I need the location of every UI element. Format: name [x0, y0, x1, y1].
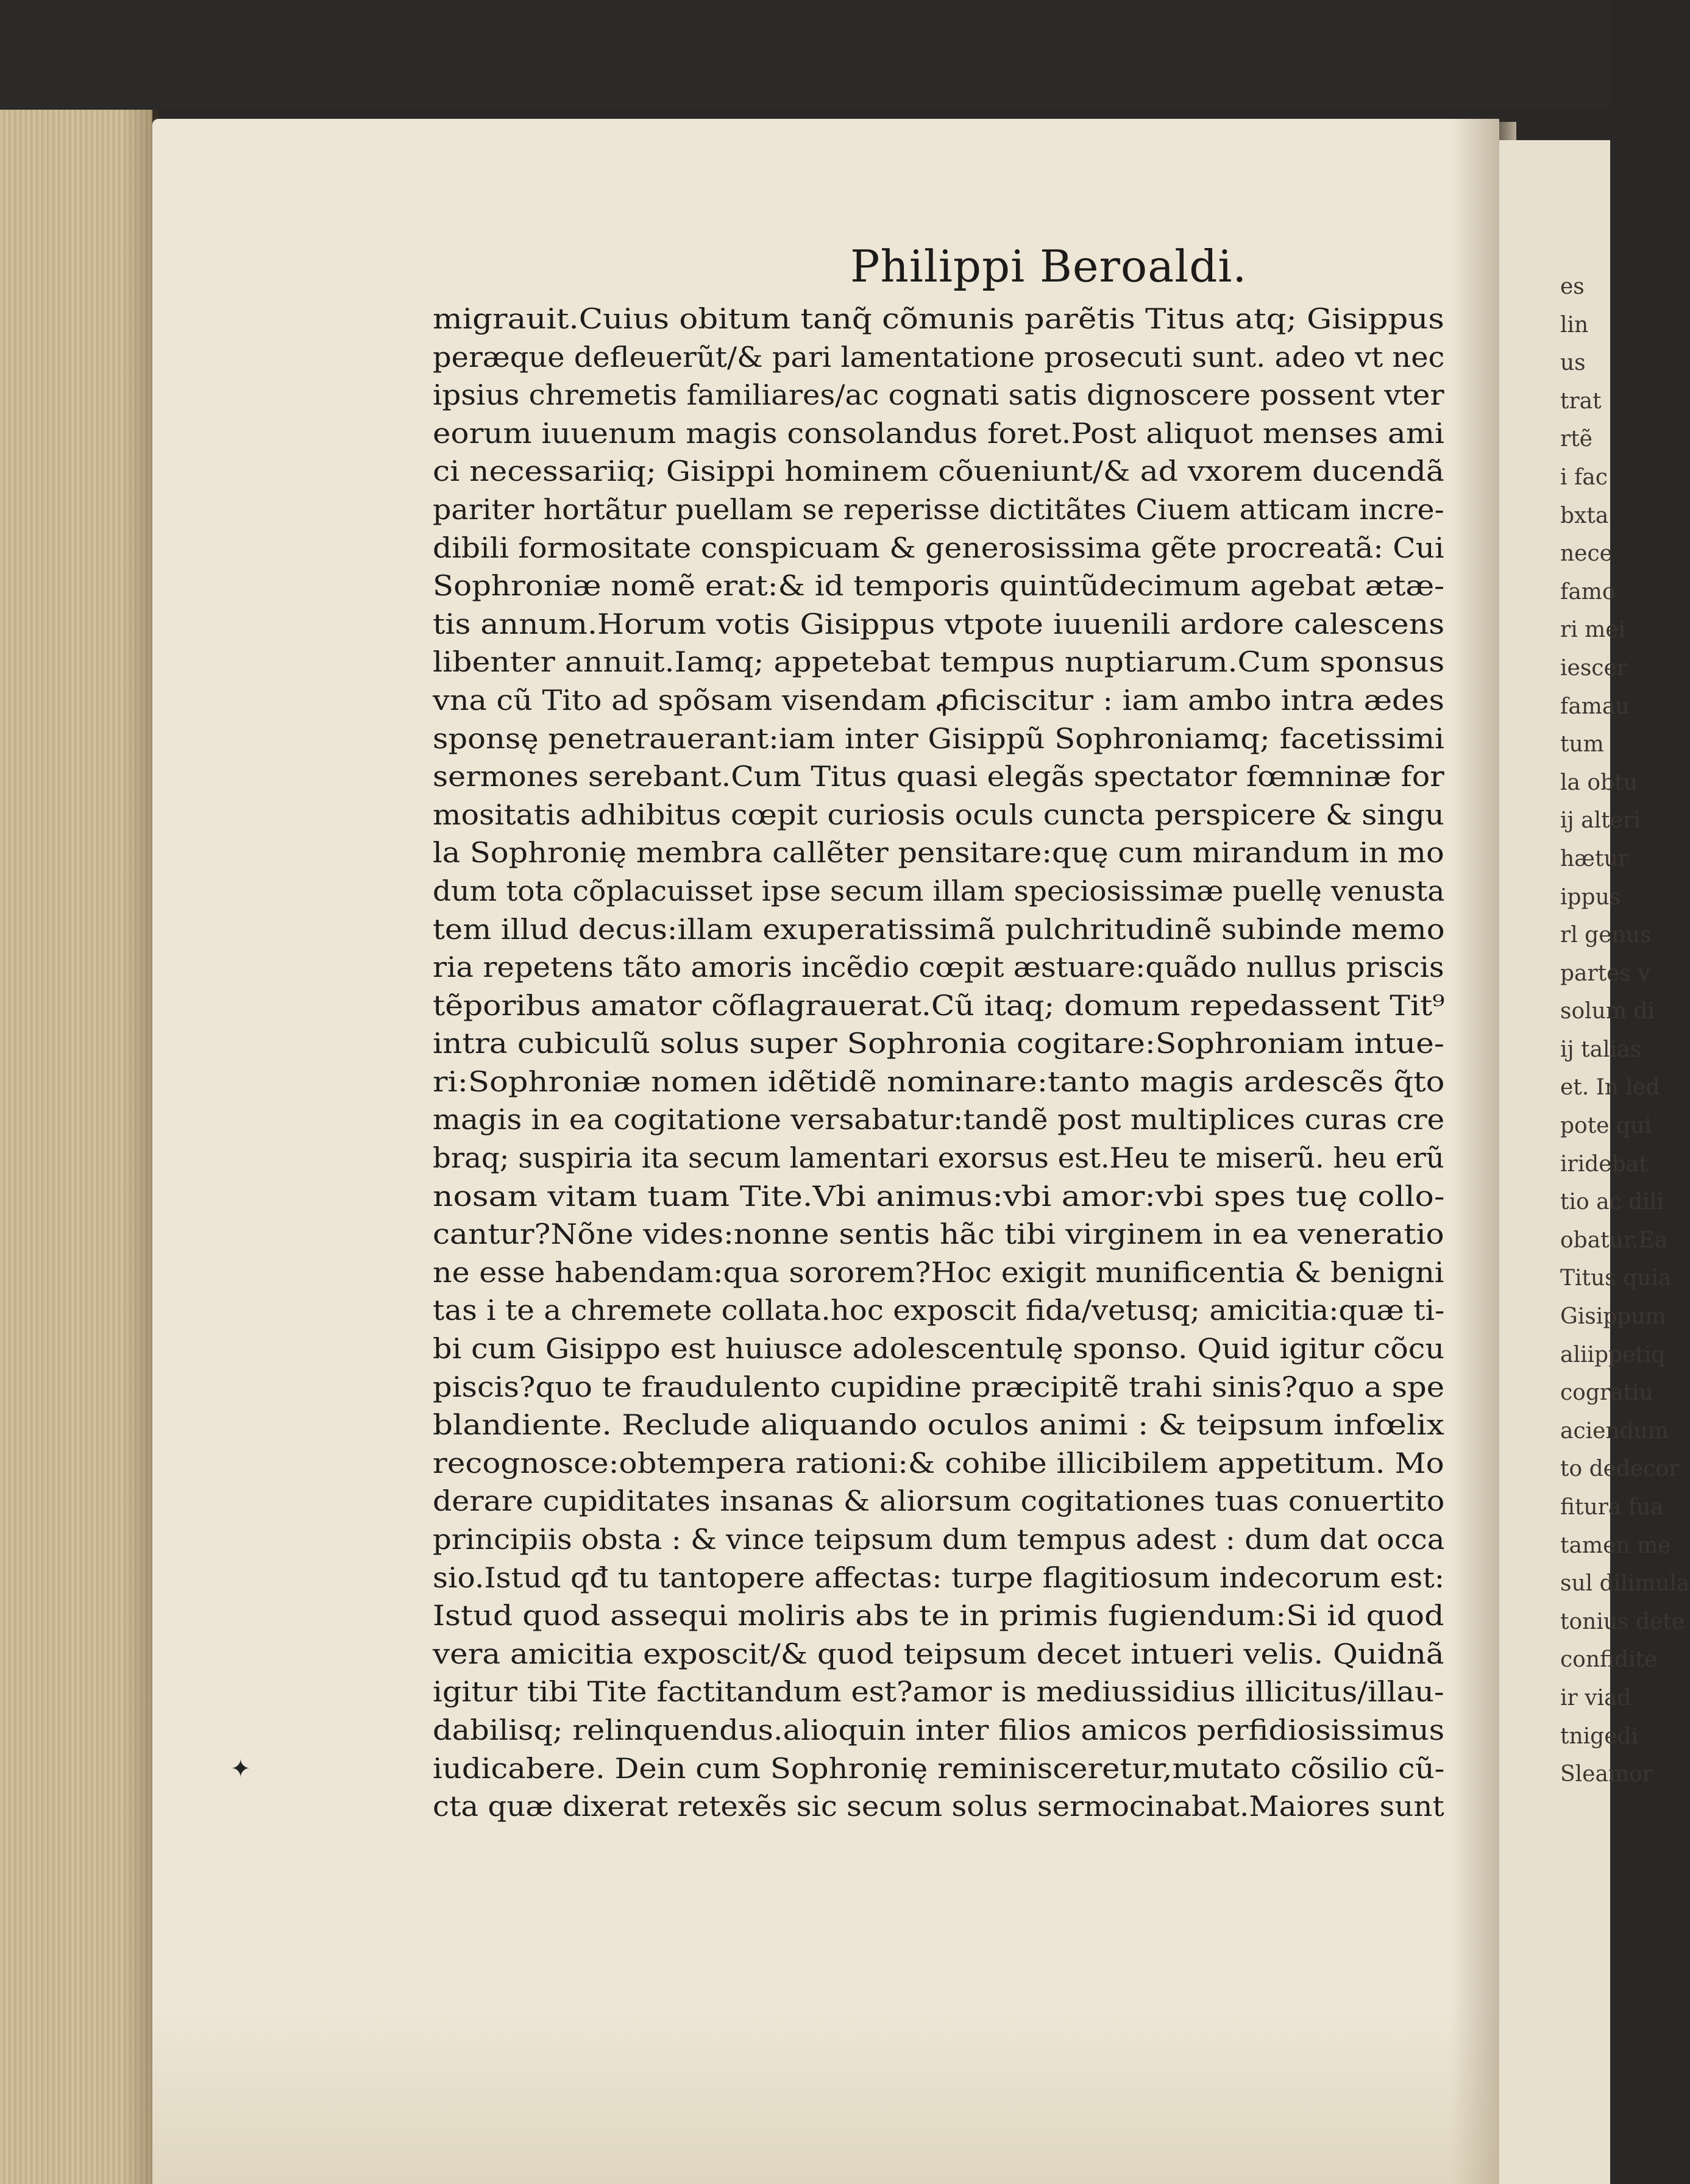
facing-page-fragment: bxta — [1560, 503, 1609, 528]
text-line: ne esse habendam:qua sororem?Hoc exigit munificentia & benigni — [433, 1255, 1444, 1289]
text-line: bi cum Gisippo est huiusce adolescentulę sponso. Quid igitur cõcu — [433, 1332, 1445, 1366]
body-text — [433, 300, 1444, 1826]
text-line: peræque defleuerũt/& pari lamentatione prosecuti sunt. adeo vt nec — [433, 340, 1445, 374]
text-line: vera amicitia exposcit/& quod teipsum decet intueri velis. Quidnã — [433, 1637, 1444, 1670]
text-line: ria repetens tãto amoris incẽdio cœpit æstuare:quãdo nullus priscis — [433, 951, 1444, 984]
text-line: nosam vitam tuam Tite.Vbi animus:vbi amor:vbi spes tuę collo- — [433, 1179, 1445, 1213]
facing-page-fragment: famau — [1560, 693, 1630, 719]
facing-page-fragment: tonius dete — [1560, 1609, 1685, 1634]
text-line: derare cupiditates insanas & aliorsum cogitationes tuas conuertito — [433, 1484, 1445, 1518]
page-bottom-shade — [152, 2011, 1499, 2184]
text-line: tis annum.Horum votis Gisippus vtpote iuuenili ardore calescens — [433, 607, 1445, 640]
facing-page-fragment: us — [1560, 350, 1586, 376]
marginal-mark: ✦ — [230, 1755, 251, 1783]
facing-page-fragment: es — [1560, 274, 1585, 299]
facing-page-fragment: iridebat — [1560, 1151, 1648, 1177]
text-line: principiis obsta : & vince teipsum dum tempus adest : dum dat occa — [433, 1523, 1445, 1556]
text-line: mositatis adhibitus cœpit curiosis oculs cuncta perspicere & singu — [433, 798, 1444, 831]
page-gutter-shade — [1450, 119, 1499, 2184]
text-line: eorum iuuenum magis consolandus foret.Post aliquot menses ami — [433, 416, 1444, 450]
facing-page-fragment: ippus — [1560, 884, 1621, 910]
text-line: blandiente. Reclude aliquando oculos animi : & teipsum infœlix — [433, 1408, 1444, 1442]
background-top — [0, 0, 1610, 110]
facing-page-fragment: rtẽ — [1560, 427, 1592, 452]
text-line: tem illud decus:illam exuperatissimã pulchritudinẽ subinde memo — [433, 912, 1445, 946]
facing-page-fragment: tum — [1560, 732, 1604, 757]
running-head: Philippi Beroaldi. — [850, 241, 1248, 292]
text-line: cta quæ dixerat retexẽs sic secum solus sermocinabat.Maiores sunt — [433, 1790, 1444, 1823]
facing-page-fragment: aliippetiq — [1560, 1342, 1666, 1367]
facing-page-fragment: tnigedi — [1560, 1723, 1639, 1749]
facing-page-fragment: ij talias — [1560, 1037, 1642, 1062]
facing-page-fragment: tamen me — [1560, 1533, 1671, 1558]
text-line: ipsius chremetis familiares/ac cognati satis dignoscere possent vter — [433, 378, 1444, 412]
facing-page-fragment: la obtu — [1560, 770, 1638, 795]
facing-page-fragment: trat — [1560, 388, 1602, 414]
facing-page-fragment: Titus quia — [1560, 1266, 1672, 1291]
facing-page-fragment: et. In led — [1560, 1075, 1660, 1101]
text-line: dum tota cõplacuisset ipse secum illam speciosissimæ puellę venusta — [433, 874, 1445, 907]
text-line: braq; suspiria ita secum lamentari exorsus est.Heu te miserũ. heu erũ — [433, 1141, 1444, 1175]
text-line: vna cũ Tito ad spõsam visendam ꝓficiscitur : iam ambo intra ædes — [433, 683, 1444, 717]
facing-page-fragment: partes v — [1560, 960, 1650, 986]
facing-page-fragment: rl genus — [1560, 923, 1652, 948]
facing-page-fragment: famo — [1560, 579, 1616, 604]
facing-page-fragment: Gisippum — [1560, 1304, 1666, 1330]
text-line: tas i te a chremete collata.hoc exposcit fida/vetusq; amicitia:quæ ti- — [433, 1294, 1445, 1327]
text-line: dibili formositate conspicuam & generosissima gẽte procreatã: Cui — [433, 531, 1444, 564]
text-line: intra cubiculũ solus super Sophronia cogitare:Sophroniam intue- — [433, 1027, 1444, 1060]
text-line: sio.Istud qđ tu tantopere affectas: turpe flagitiosum indecorum est: — [433, 1561, 1445, 1594]
text-line: migrauit.Cuius obitum tanq̃ cõmunis parẽtis Titus atq; Gisippus — [433, 302, 1444, 335]
text-line: la Sophronię membra callẽter pensitare:quę cum mirandum in mo — [433, 836, 1444, 870]
facing-page-fragment: sul dilimula — [1560, 1571, 1690, 1597]
text-line: iudicabere. Dein cum Sophronię reminisceretur,mutato cõsilio cũ- — [433, 1751, 1445, 1785]
facing-page-fragment: ri mei — [1560, 617, 1626, 643]
text-line: sermones serebant.Cum Titus quasi elegãs spectator fœmninæ for — [433, 760, 1444, 793]
facing-page-fragment: nece — [1560, 541, 1613, 567]
facing-page-fragment: iescer — [1560, 655, 1627, 681]
text-line: ci necessariiq; Gisippi hominem cõueniunt/& ad vxorem ducendã — [433, 455, 1444, 488]
text-line: ri:Sophroniæ nomen idẽtidẽ nominare:tanto magis ardescẽs q̃to — [433, 1065, 1445, 1098]
text-line: sponsę penetrauerant:iam inter Gisippũ Sophroniamq; facetissimi — [433, 722, 1444, 755]
facing-page-fragment: confidite — [1560, 1647, 1658, 1673]
facing-page-fragment: obatur.Ea — [1560, 1227, 1668, 1253]
text-line: piscis?quo te fraudulento cupidine præcipitẽ trahi sinis?quo a spe — [433, 1370, 1445, 1403]
facing-page-fragment: hætur — [1560, 846, 1628, 871]
facing-page-fragment: i fac — [1560, 464, 1608, 490]
facing-page-fragment: lin — [1560, 312, 1589, 338]
facing-page-fragment: ij alteri — [1560, 808, 1641, 834]
facing-page-fragment: aciendum — [1560, 1418, 1669, 1444]
text-line: igitur tibi Tite factitandum est?amor is mediussidius illicitus/illau- — [433, 1675, 1444, 1709]
text-line: recognosce:obtempera rationi:& cohibe illicibilem appetitum. Mo — [433, 1446, 1444, 1480]
facing-page-fragment: cogratiu — [1560, 1380, 1653, 1406]
text-line: pariter hortãtur puellam se reperisse dictitãtes Ciuem atticam incre- — [433, 492, 1444, 526]
text-line: tẽporibus amator cõflagrauerat.Cũ itaq; domum repedassent Tit⁹ — [433, 988, 1445, 1022]
text-line: dabilisq; relinquendus.alioquin inter filios amicos perfidiosissimus — [433, 1713, 1445, 1746]
text-line: cantur?Nõne vides:nonne sentis hãc tibi virginem in ea veneratio — [433, 1218, 1444, 1251]
text-line: Sophroniæ nomẽ erat:& id temporis quintũdecimum agebat ætæ- — [433, 569, 1445, 603]
facing-page-fragment: ir viad — [1560, 1685, 1631, 1711]
facing-page-fragment: to dedecor — [1560, 1456, 1680, 1482]
facing-page-fragment: pote qui — [1560, 1113, 1652, 1139]
facing-page-fragment: Sleamor — [1560, 1762, 1653, 1787]
text-line: magis in ea cogitatione versabatur:tandẽ post multiplices curas cre — [433, 1103, 1445, 1136]
text-line: libenter annuit.Iamq; appetebat tempus nuptiarum.Cum sponsus — [433, 645, 1445, 679]
facing-page-fragment: fitura fua — [1560, 1495, 1664, 1520]
facing-page-fragment: solum di — [1560, 999, 1655, 1024]
facing-page-text — [1560, 268, 1690, 1794]
facing-page-fragment: tio ac dili — [1560, 1190, 1664, 1215]
text-line: Istud quod assequi moliris abs te in primis fugiendum:Si id quod — [433, 1599, 1444, 1633]
